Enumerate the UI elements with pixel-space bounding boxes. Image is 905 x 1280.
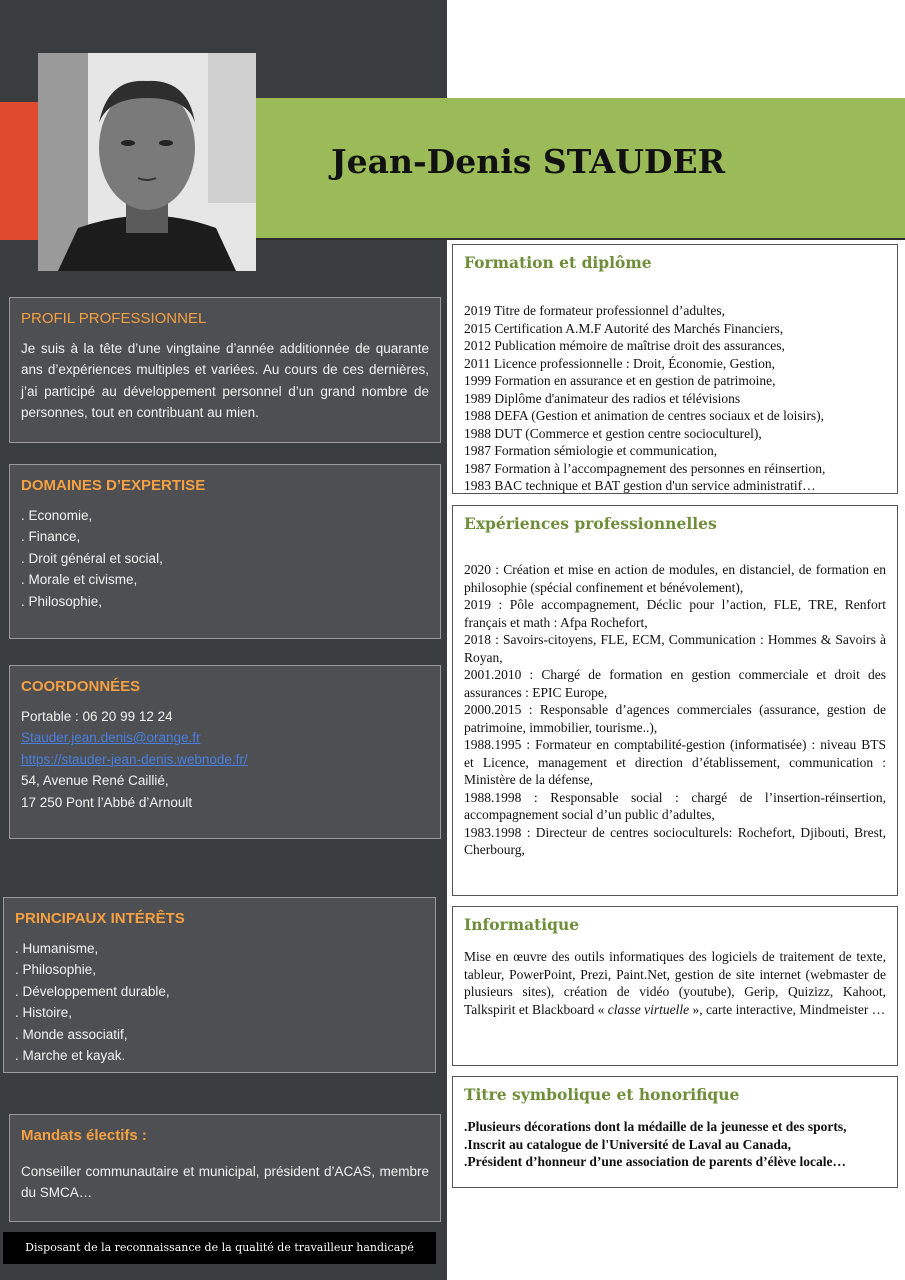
list-item: 1988.1998 : Responsable social : chargé de l’insertion-réinsertion, accompagnement social d’un public d’adultes, bbox=[464, 789, 886, 822]
honorifique-section bbox=[452, 1076, 898, 1188]
list-item: . Histoire, bbox=[15, 1005, 73, 1020]
list-item: 1987 Formation à l’accompagnement des personnes en réinsertion, bbox=[464, 460, 826, 476]
profil-title: PROFIL PROFESSIONNEL bbox=[21, 310, 207, 327]
profil-text: Je suis à la tête d’une vingtaine d’année additionnée de quarante ans d’expériences multiples et variées. Au cours de ces dernières, j’ai participé au développement personnel d’un grand nombre de personnes, tout en contribuant au mien. bbox=[21, 340, 429, 420]
address-line-1: 54, Avenue René Caillié, bbox=[21, 773, 169, 788]
name-banner bbox=[256, 98, 905, 240]
list-item: 2000.2015 : Responsable d’agences commerciales (assurance, gestion de patrimoine, immobilier, tourisme..), bbox=[464, 702, 886, 735]
list-item: 2015 Certification A.M.F Autorité des Marchés Financiers, bbox=[464, 320, 784, 336]
list-item: 2011 Licence professionnelle : Droit, Économie, Gestion, bbox=[464, 355, 776, 371]
list-item: 1988 DEFA (Gestion et animation de centres sociaux et de loisirs), bbox=[464, 408, 825, 423]
list-item: . Marche et kayak. bbox=[15, 1048, 126, 1063]
list-item: . Finance, bbox=[21, 529, 81, 544]
domaines-section bbox=[9, 464, 441, 639]
list-item: 1988 DUT (Commerce et gestion centre socioculturel), bbox=[464, 425, 762, 441]
experiences-title: Expériences professionnelles bbox=[464, 514, 717, 533]
list-item: 1983 BAC technique et BAT gestion d'un service administratif… bbox=[464, 478, 816, 493]
coordonnees-section bbox=[9, 665, 441, 839]
informatique-title: Informatique bbox=[464, 915, 580, 934]
red-accent-bar bbox=[0, 102, 40, 240]
informatique-text-italic: classe virtuelle bbox=[607, 1001, 690, 1017]
email-link[interactable]: Stauder.jean.denis@orange.fr bbox=[21, 730, 201, 745]
domaines-title: DOMAINES D’EXPERTISE bbox=[21, 477, 206, 494]
list-item: 1989 Diplôme d'animateur des radios et télévisions bbox=[464, 390, 741, 406]
header-white-area bbox=[447, 0, 905, 98]
list-item: . Economie, bbox=[21, 507, 93, 523]
formation-title: Formation et diplôme bbox=[464, 253, 652, 272]
list-item: 2012 Publication mémoire de maîtrise droit des assurances, bbox=[464, 338, 785, 353]
list-item: 1988.1995 : Formateur en comptabilité-gestion (informatisée) : niveau BTS et Licence, management et direction d’établissement, communication : Ministère de la défense, bbox=[464, 737, 886, 787]
list-item: 2019 : Pôle accompagnement, Déclic pour l’action, FLE, TRE, Renfort français et math : Afpa Rochefort, bbox=[464, 597, 886, 630]
interets-title: PRINCIPAUX INTÉRÊTS bbox=[15, 910, 185, 927]
list-item: . Monde associatif, bbox=[15, 1026, 128, 1042]
list-item: . Morale et civisme, bbox=[21, 572, 138, 587]
list-item: 2019 Titre de formateur professionnel d’adultes, bbox=[464, 303, 725, 318]
phone-number: Portable : 06 20 99 12 24 bbox=[21, 708, 173, 724]
footer-handicap-note: Disposant de la reconnaissance de la qualité de travailleur handicapé bbox=[3, 1232, 436, 1264]
informatique-section bbox=[452, 906, 898, 1066]
list-item: 2018 : Savoirs-citoyens, FLE, ECM, Communication : Hommes & Savoirs à Royan, bbox=[464, 632, 886, 665]
list-item: . Philosophie, bbox=[15, 962, 97, 977]
domaines-list bbox=[10, 505, 440, 613]
list-item: 1999 Formation en assurance et en gestion de patrimoine, bbox=[464, 373, 776, 388]
formation-section bbox=[452, 244, 898, 494]
experiences-section bbox=[452, 505, 898, 896]
address-line-2: 17 250 Pont l’Abbé d’Arnoult bbox=[21, 794, 193, 810]
list-item: 1983.1998 : Directeur de centres socioculturels: Rochefort, Djibouti, Brest, Cherbourg, bbox=[464, 824, 886, 857]
list-item: . Développement durable, bbox=[15, 983, 170, 999]
list-item: 2001.2010 : Chargé de formation en gestion commerciale et droit des assurances : EPIC Europe, bbox=[464, 667, 886, 700]
informatique-text-end: », carte interactive, Mindmeister … bbox=[692, 1001, 886, 1017]
profile-photo bbox=[38, 53, 256, 271]
list-item: .Président d’honneur d’une association de parents d’élève locale… bbox=[464, 1154, 847, 1169]
mandats-section bbox=[9, 1114, 441, 1222]
list-item: . Humanisme, bbox=[15, 940, 99, 956]
person-name: Jean-Denis STAUDER bbox=[331, 142, 726, 181]
informatique-text-start: Mise en œuvre des outils informatiques des logiciels de traitement de texte, tableur, PowerPoint, Prezi, Paint.Net, gestion de site internet (webmaster de plusieurs sites), création de vidéo (youtube), Gerip, Quizizz, Kahoot, Talkspirit et Blackboard « bbox=[464, 949, 886, 1017]
experiences-list bbox=[453, 561, 897, 859]
formation-list bbox=[453, 302, 897, 495]
coordonnees-title: COORDONNÉES bbox=[21, 678, 141, 695]
informatique-text bbox=[453, 948, 897, 1018]
list-item: 1987 Formation sémiologie et communication, bbox=[464, 443, 718, 458]
contact-list bbox=[10, 706, 440, 814]
website-link[interactable]: https://stauder-jean-denis.webnode.fr/ bbox=[21, 751, 248, 767]
honorifique-list bbox=[453, 1118, 897, 1171]
list-item: 2020 : Création et mise en action de modules, en distanciel, de formation en philosophie (spécial confinement et bénévolement), bbox=[464, 562, 886, 595]
interets-section bbox=[3, 897, 436, 1073]
list-item: .Inscrit au catalogue de l'Université de Laval au Canada, bbox=[464, 1136, 792, 1152]
mandats-text: Conseiller communautaire et municipal, président d’ACAS, membre du SMCA… bbox=[21, 1163, 429, 1200]
list-item: . Philosophie, bbox=[21, 593, 103, 609]
mandats-title: Mandats électifs : bbox=[21, 1127, 147, 1144]
list-item: . Droit général et social, bbox=[21, 550, 163, 566]
honorifique-title: Titre symbolique et honorifique bbox=[464, 1085, 740, 1104]
list-item: .Plusieurs décorations dont la médaille de la jeunesse et des sports, bbox=[464, 1119, 847, 1134]
interets-list bbox=[4, 938, 435, 1067]
profil-section bbox=[9, 297, 441, 443]
